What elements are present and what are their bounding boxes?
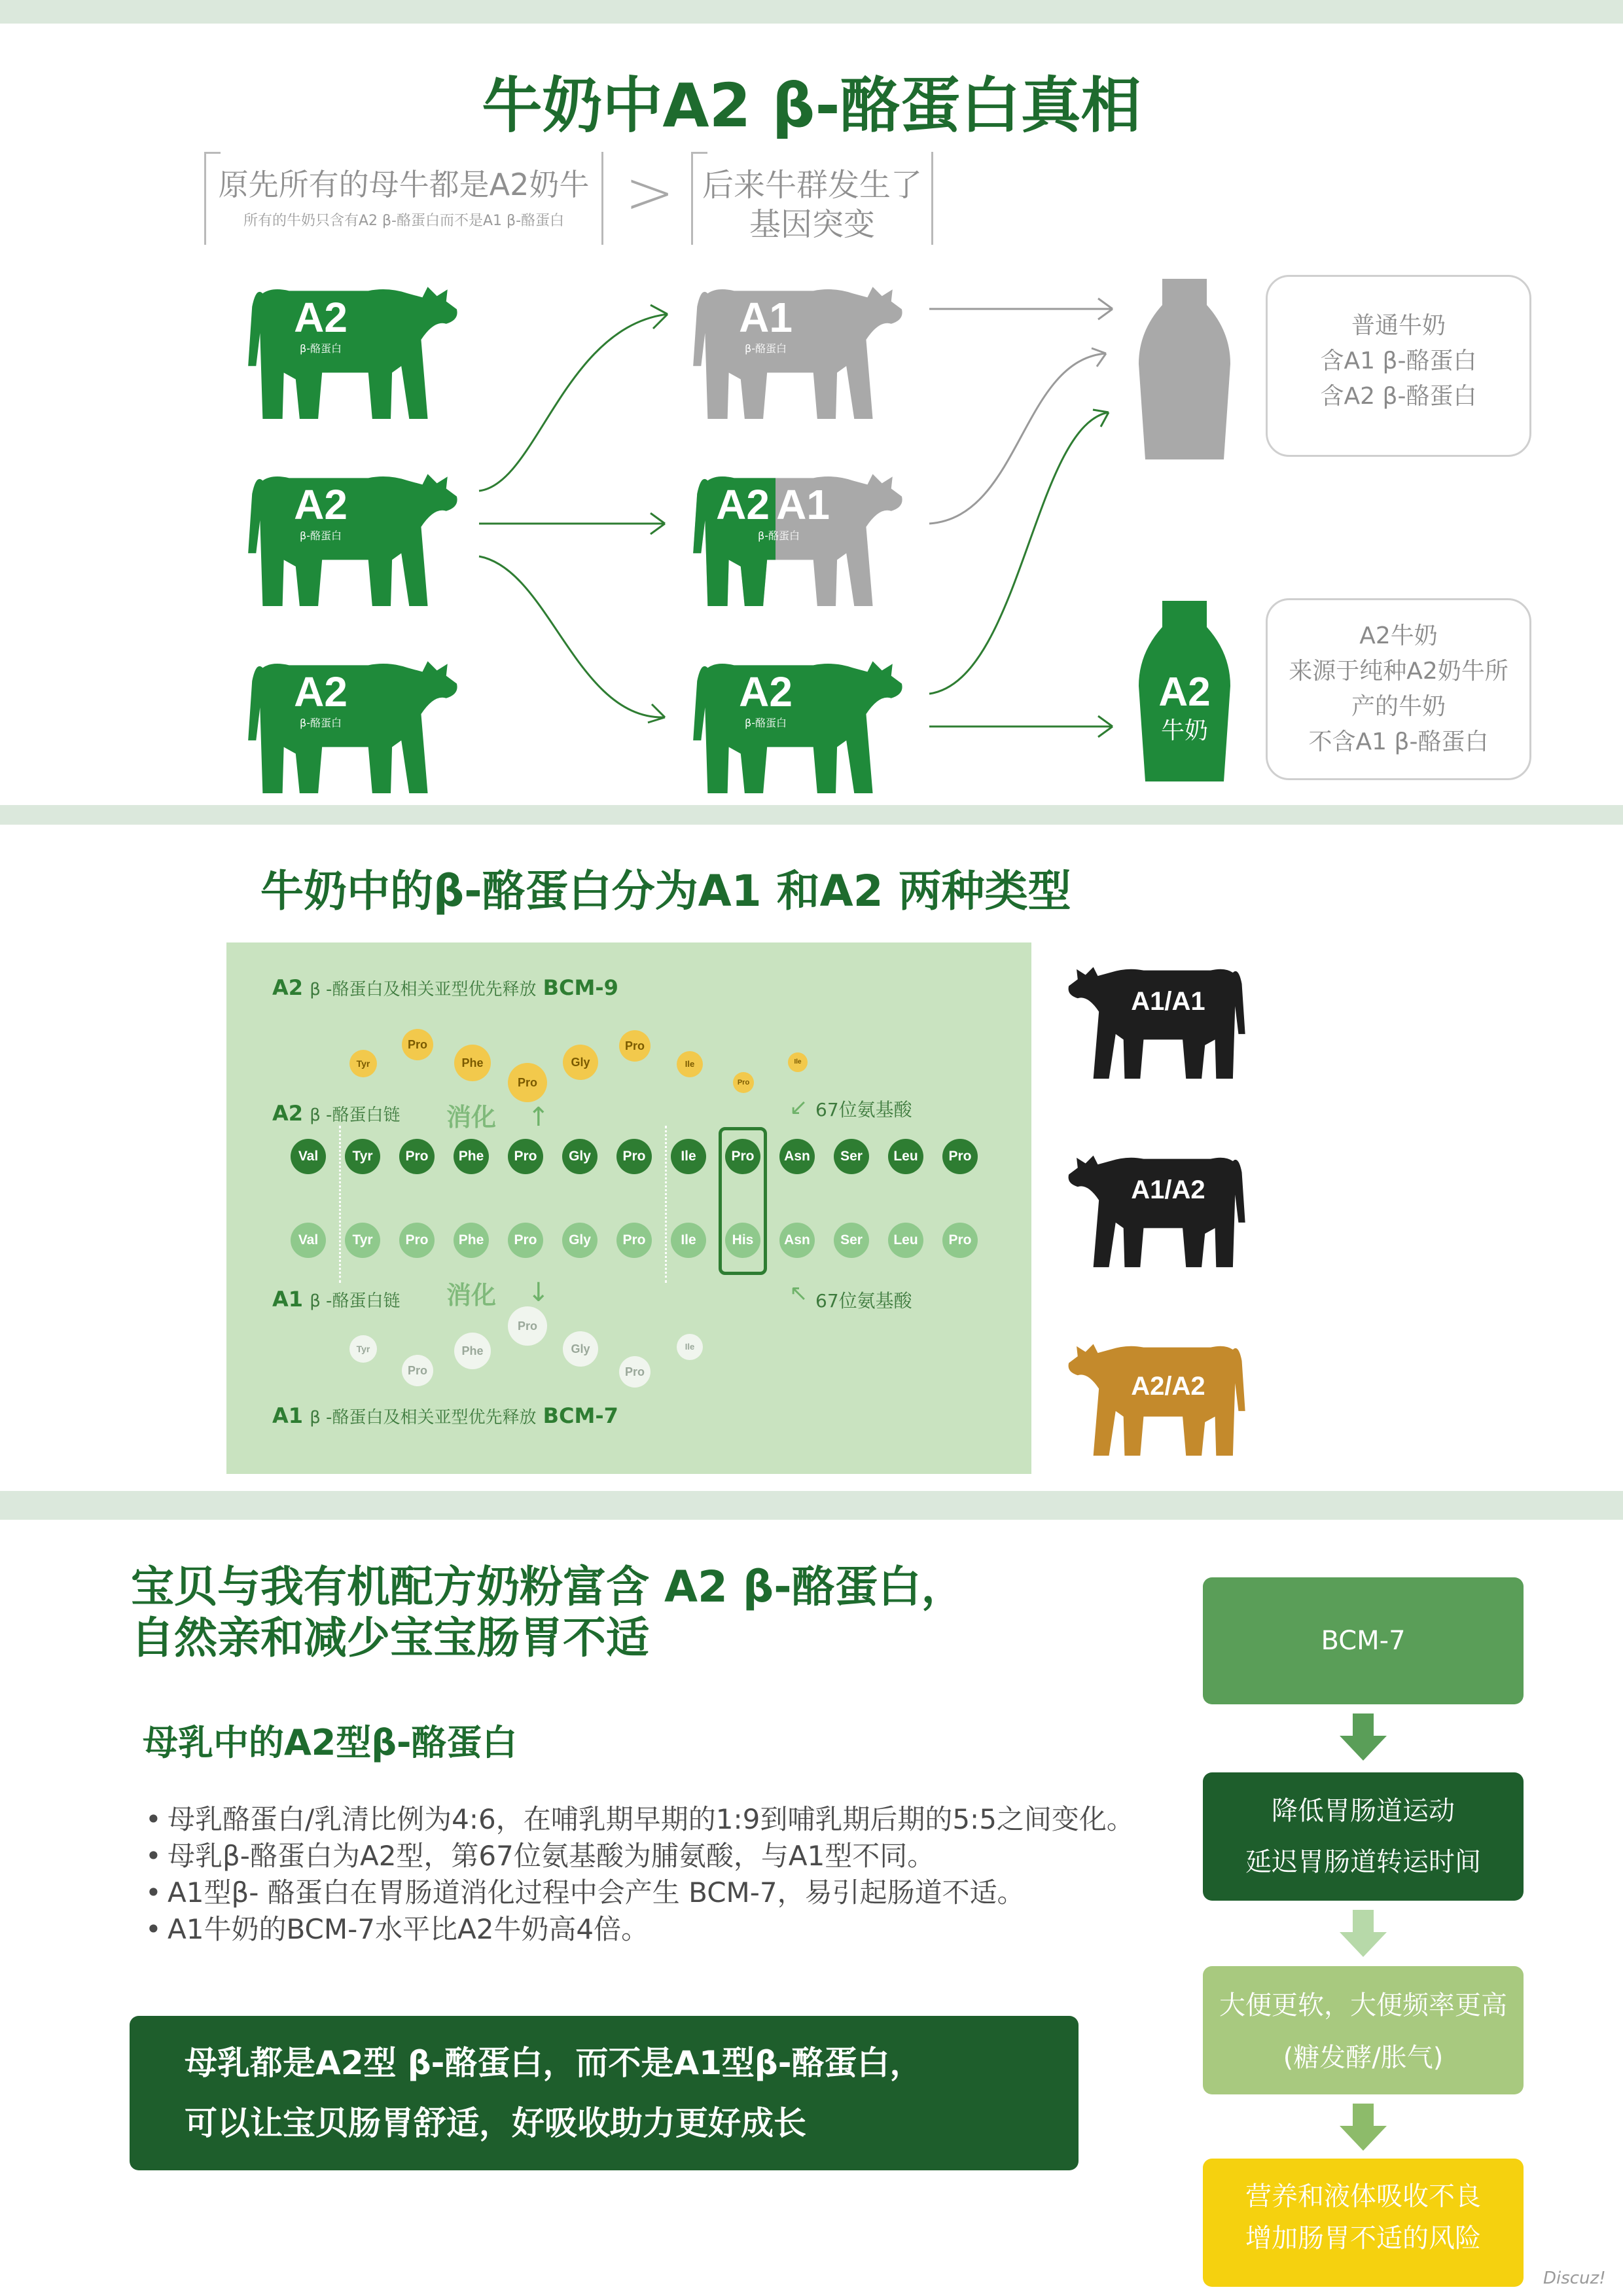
bottle-regular-icon — [1139, 279, 1230, 459]
free-acid: Pro — [619, 1356, 651, 1388]
free-acid: Tyr — [349, 1335, 377, 1363]
digest-label-bottom: 消化 — [446, 1281, 497, 1310]
a1-chain-label — [272, 1287, 400, 1312]
a1-chain-text: β -酪蛋白链 — [310, 1291, 401, 1311]
free-acid: Phe — [454, 1045, 491, 1081]
cow-sub-label: β-酪蛋白 — [758, 529, 800, 542]
bottle-a2-sublabel: 牛奶 — [1160, 717, 1208, 744]
arrow-curve-down — [479, 556, 665, 717]
cow-label: A1 — [739, 294, 793, 341]
amino-a1: Pro — [942, 1223, 978, 1258]
amino-a1: Pro — [616, 1223, 652, 1258]
section-divider-2 — [0, 1491, 1623, 1520]
flow-step-text: 大便更软，大便频率更高 — [1219, 1990, 1507, 2020]
a1-chain-prefix: A1 — [272, 1287, 304, 1312]
cow-label: A2 — [294, 481, 348, 528]
bracket-separator: > — [625, 158, 675, 227]
flow-arrow-down-icon — [1340, 1910, 1387, 1957]
section3-subheading: 母乳中的A2型β-酪蛋白 — [143, 1722, 518, 1763]
flow-step-text: BCM-7 — [1321, 1626, 1406, 1656]
bracket-left-box — [204, 152, 603, 245]
callout-box — [130, 2016, 1079, 2170]
a2-release-code: BCM-9 — [543, 975, 618, 1000]
amino-a2: Val — [291, 1139, 326, 1174]
flow-step-text: (糖发酵/胀气) — [1283, 2043, 1444, 2073]
section3-heading-line2: 自然亲和减少宝宝肠胃不适 — [131, 1613, 649, 1663]
flow-step-motility — [1203, 1772, 1524, 1901]
free-acid: Pro — [402, 1355, 433, 1386]
free-acid: Pro — [508, 1063, 547, 1102]
digest-arrow-up-icon: ↑ — [527, 1102, 550, 1132]
flow-step-stool — [1203, 1966, 1524, 2094]
a2-milk-line4: 不含A1 β-酪蛋白 — [1308, 728, 1489, 755]
a2-release-text: β -酪蛋白及相关亚型优先释放 — [310, 980, 537, 999]
a1-release-row — [272, 1403, 618, 1428]
cow-label: A2 — [739, 668, 793, 715]
pos67-label-bottom: 67位氨基酸 — [815, 1290, 912, 1312]
a2-chain-prefix: A2 — [272, 1101, 304, 1126]
amino-a1: Gly — [562, 1223, 597, 1258]
a2-milk-line3: 产的牛奶 — [1351, 693, 1446, 720]
flow-step-bcm7 — [1203, 1577, 1524, 1704]
amino-a2-pos67: Pro — [725, 1139, 760, 1174]
free-acid: Gly — [563, 1331, 598, 1367]
amino-a1: Asn — [779, 1223, 815, 1258]
free-acid: Pro — [508, 1306, 547, 1346]
amino-a1: Val — [291, 1223, 326, 1258]
cow-label: A2 — [294, 294, 348, 341]
cow-sub-label: β-酪蛋白 — [300, 342, 342, 355]
top-band — [0, 0, 1623, 24]
flow-step-text: 降低胃肠道运动 — [1272, 1796, 1455, 1826]
callout-line2: 可以让宝贝肠胃舒适，好吸收助力更好成长 — [185, 2104, 806, 2142]
arrow-curve-up — [479, 314, 668, 491]
arrow-gray-2 — [929, 353, 1106, 524]
cow-label: A1 — [776, 481, 830, 528]
free-acid: Pro — [733, 1072, 754, 1093]
casein-diagram-panel — [226, 942, 1031, 1474]
a2-milk-box — [1266, 598, 1531, 780]
amino-a1: Tyr — [345, 1223, 380, 1258]
free-acid: Ile — [788, 1052, 808, 1072]
section1-title: 牛奶中A2 β-酪蛋白真相 — [482, 71, 1141, 141]
bracket-right-line2: 基因突变 — [749, 206, 875, 243]
free-acid: Ile — [677, 1051, 703, 1077]
bullet-list — [140, 1801, 1161, 1948]
section3-heading — [131, 1562, 965, 1664]
amino-a1-pos67: His — [725, 1223, 760, 1258]
dotted-separator — [665, 1126, 667, 1283]
free-acid: Ile — [677, 1334, 703, 1360]
amino-a2: Leu — [888, 1139, 923, 1174]
watermark: Discuz! — [1543, 2269, 1606, 2288]
bottle-a2-label: A2 — [1158, 670, 1211, 715]
pos67-arrow-top-icon: ↙ — [789, 1094, 808, 1121]
bullet-item: • A1型β- 酪蛋白在胃肠道消化过程中会产生 BCM-7，易引起肠道不适。 — [140, 1874, 1161, 1911]
flow-step-absorption — [1203, 2159, 1524, 2287]
cow-label: A2 — [716, 481, 770, 528]
flow-step-text: 延迟胃肠道转运时间 — [1245, 1847, 1481, 1877]
bullet-item: • 母乳酪蛋白/乳清比例为4:6，在哺乳期早期的1:9到哺乳期后期的5:5之间变化。 — [140, 1801, 1161, 1838]
amino-a1: Phe — [454, 1223, 489, 1258]
bullet-item: • 母乳β-酪蛋白为A2型，第67位氨基酸为脯氨酸，与A1型不同。 — [140, 1838, 1161, 1874]
amino-a1: Ser — [834, 1223, 869, 1258]
amino-a2: Pro — [942, 1139, 978, 1174]
amino-a2: Ser — [834, 1139, 869, 1174]
amino-a2: Tyr — [345, 1139, 380, 1174]
cow-type-label: A2/A2 — [1131, 1372, 1205, 1401]
a2-chain-label — [272, 1101, 400, 1126]
amino-a2: Asn — [779, 1139, 815, 1174]
cow-sub-label: β-酪蛋白 — [300, 529, 342, 542]
amino-a2: Pro — [616, 1139, 652, 1174]
arrow-green-1 — [929, 412, 1109, 694]
section2-title: 牛奶中的β-酪蛋白分为A1 和A2 两种类型 — [260, 866, 1071, 916]
bracket-right-box — [691, 152, 933, 245]
amino-a2: Phe — [454, 1139, 489, 1174]
section-divider-1 — [0, 805, 1623, 825]
amino-a2: Gly — [562, 1139, 597, 1174]
flow-step-text: 增加肠胃不适的风险 — [1245, 2223, 1481, 2253]
free-acid: Gly — [563, 1045, 598, 1080]
a2-release-row — [272, 975, 618, 1000]
cow-type-label: A1/A2 — [1131, 1175, 1205, 1204]
a2-release-prefix: A2 — [272, 975, 304, 1000]
free-acid: Pro — [619, 1030, 651, 1062]
free-acid: Tyr — [349, 1050, 377, 1077]
amino-a1: Leu — [888, 1223, 923, 1258]
amino-a1: Pro — [399, 1223, 435, 1258]
flow-arrow-down-icon — [1340, 2104, 1387, 2151]
pos67-arrow-bottom-icon: ↖ — [789, 1280, 808, 1306]
dotted-separator — [339, 1126, 341, 1283]
callout-line1: 母乳都是A2型 β-酪蛋白，而不是A1型β-酪蛋白， — [185, 2044, 923, 2082]
cow-label: A2 — [294, 668, 348, 715]
a1-release-prefix: A1 — [272, 1403, 304, 1428]
a2-milk-line1: A2牛奶 — [1359, 622, 1438, 649]
amino-a2: Pro — [399, 1139, 435, 1174]
amino-a2: Pro — [508, 1139, 543, 1174]
section3-heading-line1: 宝贝与我有机配方奶粉富含 A2 β-酪蛋白， — [131, 1562, 965, 1612]
cow-sub-label: β-酪蛋白 — [745, 342, 787, 355]
regular-milk-line2: 含A1 β-酪蛋白 — [1320, 348, 1477, 374]
bracket-right-line1: 后来牛群发生了 — [702, 167, 922, 204]
a2-milk-line2: 来源于纯种A2奶牛所 — [1289, 658, 1508, 685]
cow-sub-label: β-酪蛋白 — [300, 717, 342, 729]
flow-arrow-down-icon — [1340, 1713, 1387, 1761]
free-acid: Pro — [402, 1029, 433, 1060]
regular-milk-line1: 普通牛奶 — [1351, 312, 1446, 339]
regular-milk-box — [1266, 275, 1531, 457]
digest-arrow-down-icon: ↓ — [527, 1278, 550, 1308]
bracket-left-main: 原先所有的母牛都是A2奶牛 — [218, 167, 590, 202]
amino-a1: Ile — [671, 1223, 706, 1258]
amino-a1: Pro — [508, 1223, 543, 1258]
flow-step-text: 营养和液体吸收不良 — [1245, 2181, 1481, 2212]
bullet-item: • A1牛奶的BCM-7水平比A2牛奶高4倍。 — [140, 1911, 1161, 1948]
a2-chain-text: β -酪蛋白链 — [310, 1105, 401, 1125]
cow-type-label: A1/A1 — [1131, 987, 1205, 1016]
regular-milk-line3: 含A2 β-酪蛋白 — [1320, 383, 1477, 410]
bracket-left-sub: 所有的牛奶只含有A2 β-酪蛋白而不是A1 β-酪蛋白 — [243, 213, 565, 229]
digest-label-top: 消化 — [446, 1103, 497, 1132]
pos67-label-top: 67位氨基酸 — [815, 1099, 912, 1121]
amino-a2: Ile — [671, 1139, 706, 1174]
cow-sub-label: β-酪蛋白 — [745, 717, 787, 729]
a1-release-text: β -酪蛋白及相关亚型优先释放 — [310, 1408, 537, 1427]
free-acid: Phe — [454, 1333, 491, 1369]
a1-release-code: BCM-7 — [543, 1403, 618, 1428]
flow-arrows — [458, 275, 1152, 746]
